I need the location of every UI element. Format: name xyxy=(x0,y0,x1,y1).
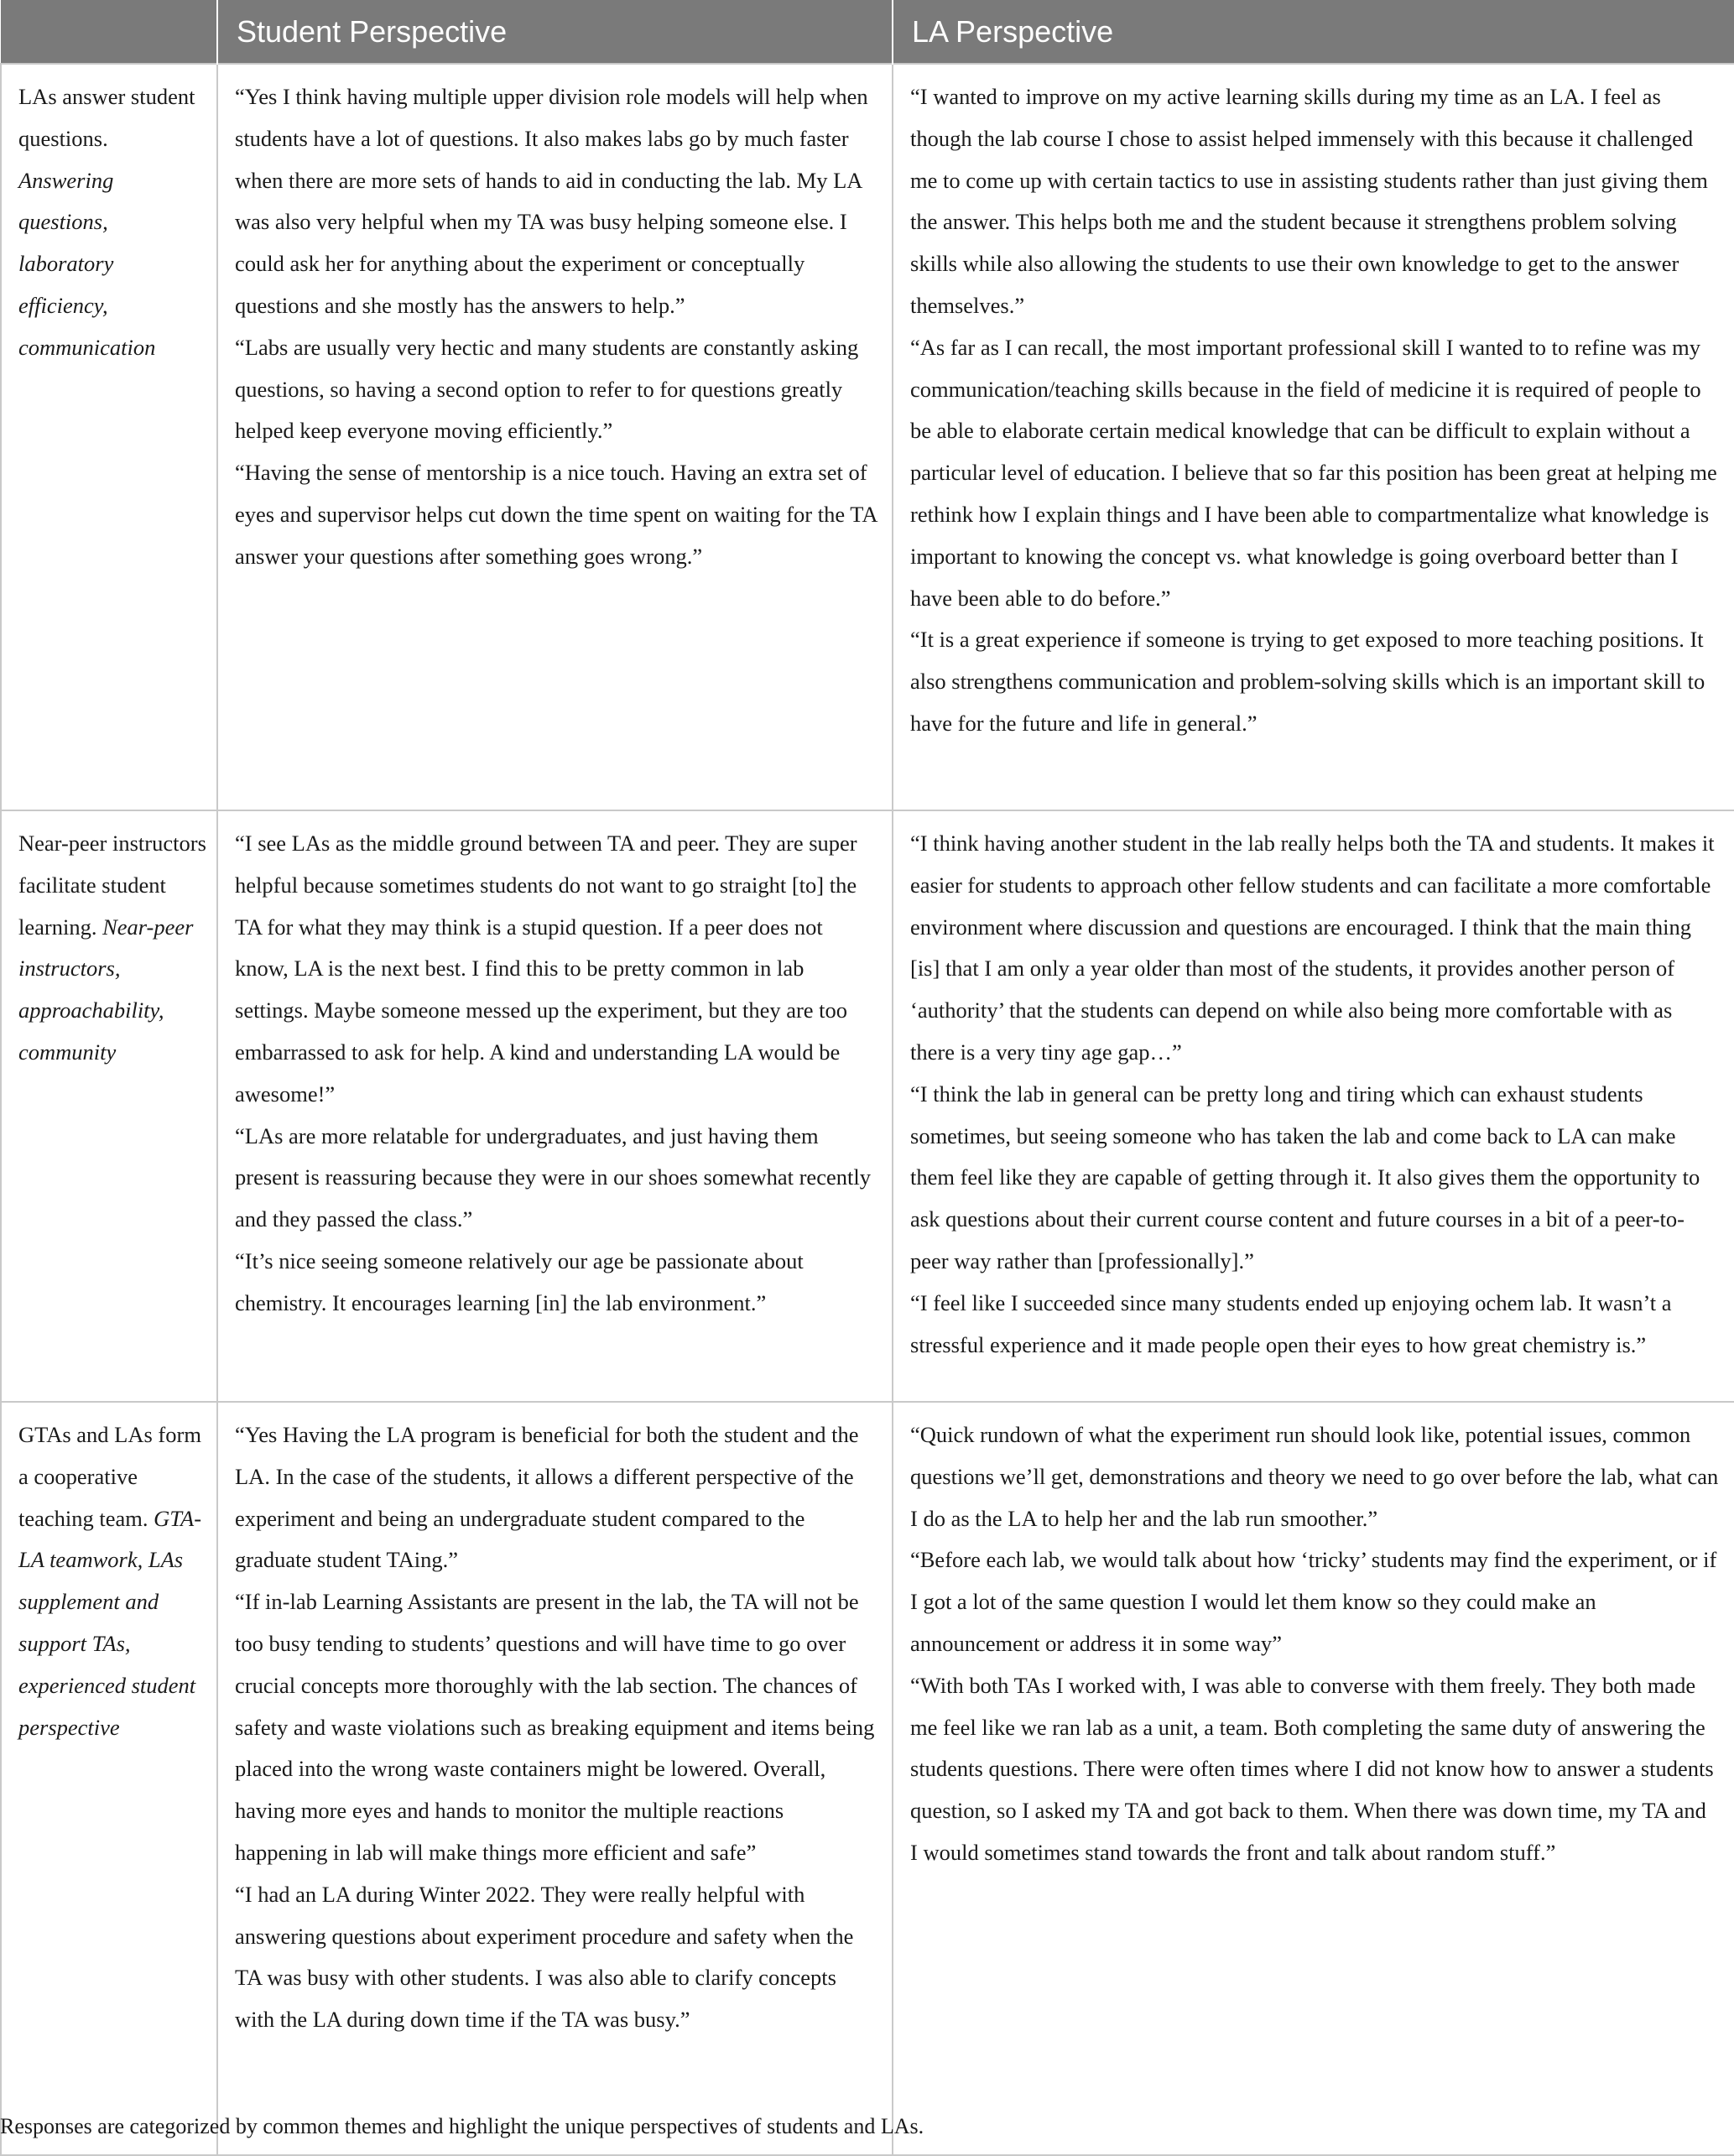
la-quote: “I think the lab in general can be pretty long and tiring which can exhaust students sometimes, but seeing someone who has taken the lab and come back to LA can make them feel like they are capable of getting through it. It also gives them the opportunity to ask questions about their current course content and future courses in a bit of a peer-to-peer way rather than [professionally].” xyxy=(910,1081,1700,1273)
theme-keywords: Answering questions, laboratory efficiency, communication xyxy=(18,167,156,360)
la-quote: “I wanted to improve on my active learning skills during my time as an LA. I feel as though the lab course I chose to assist helped immensely with this because it challenged me to come up with certain tactics to use in assisting students rather than just giving them the answer. This helps both me and the student because it strengthens problem solving skills while also allowing the students to use their own knowledge to get to the answer themselves.” xyxy=(910,84,1708,318)
header-la-perspective: LA Perspective xyxy=(893,0,1734,64)
la-quote: “As far as I can recall, the most important professional skill I wanted to to refine was my communication/teaching skills because in the field of medicine it is required of people to be able to elaborate certain medical knowledge that can be difficult to explain without a particular level of education. I believe that so far this position has been great at helping me rethink how I explain things and I have been able to compartmentalize what knowledge is important to knowing the concept vs. what knowledge is going overboard better than I have been able to do before.” xyxy=(910,334,1717,611)
header-theme xyxy=(1,0,217,64)
table-row xyxy=(1,64,1734,810)
la-quote: “I think having another student in the lab really helps both the TA and students. It makes it easier for students to approach other fellow students and can facilitate a more comfortable environment where discussion and questions are encouraged. I think that the main thing [is] that I am only a year older than most of the students, it provides another person of ‘authority’ that the students can depend on while also being more comfortable with as there is a very tiny age gap…” xyxy=(910,831,1715,1065)
theme-keywords: Near-peer instructors, approachability, community xyxy=(18,914,194,1065)
la-quote: “It is a great experience if someone is trying to get exposed to more teaching positions. It also strengthens communication and problem-solving skills which is an important skill to have for the future and life in general.” xyxy=(910,627,1705,736)
table-row xyxy=(1,1402,1734,2155)
table-header xyxy=(1,0,1734,64)
student-quote: “LAs are more relatable for undergraduates, and just having them present is reassuring because they were in our shoes somewhat recently and they passed the class.” xyxy=(235,1122,871,1232)
student-quote: “I see LAs as the middle ground between TA and peer. They are super helpful because sometimes students do not want to go straight [to] the TA for what they may think is a stupid question. If a peer does not know, LA is the next best. I find this to be pretty common in lab settings. Maybe someone messed up the experiment, but they are too embarrassed to ask for help. A kind and understanding LA would be awesome!” xyxy=(235,831,857,1107)
la-cell xyxy=(893,810,1734,1402)
student-quote: “Labs are usually very hectic and many students are constantly asking questions, so having a second option to refer to for questions greatly helped keep everyone moving efficiently.” xyxy=(235,334,859,444)
la-quote: “I feel like I succeeded since many students ended up enjoying ochem lab. It wasn’t a stressful experience and it made people open their eyes to how great chemistry is.” xyxy=(910,1289,1672,1357)
theme-title: LAs answer student questions. xyxy=(18,84,195,151)
la-quote: “Quick rundown of what the experiment run should look like, potential issues, common questions we’ll get, demonstrations and theory we need to go over before the lab, what can I do as the LA to help her and the lab run smoother.” xyxy=(910,1422,1719,1531)
theme-cell xyxy=(1,64,217,810)
table-footnote: Responses are categorized by common themes and highlight the unique perspectives of students and LAs. xyxy=(0,2114,924,2138)
student-cell xyxy=(217,1402,893,2155)
student-quote: “Having the sense of mentorship is a nice touch. Having an extra set of eyes and supervisor helps cut down the time spent on waiting for the TA answer your questions after something goes wrong.” xyxy=(235,460,877,569)
la-quote: “With both TAs I worked with, I was able to converse with them freely. They both made me feel like we ran lab as a unit, a team. Both completing the same duty of answering the students questions. There were often times where I did not know how to answer a students question, so I asked my TA and got back to them. When there was down time, my TA and I would sometimes stand towards the front and talk about random stuff.” xyxy=(910,1672,1714,1865)
theme-title: GTAs and LAs form a cooperative teaching team. xyxy=(18,1422,201,1531)
student-cell xyxy=(217,64,893,810)
header-student-perspective: Student Perspective xyxy=(217,0,893,64)
student-quote: “I had an LA during Winter 2022. They were really helpful with answering questions about experiment procedure and safety when the TA was busy with other students. I was also able to clarify concepts with the LA during down time if the TA was busy.” xyxy=(235,1881,854,2033)
theme-cell xyxy=(1,810,217,1402)
la-cell xyxy=(893,64,1734,810)
student-quote: “If in-lab Learning Assistants are present in the lab, the TA will not be too busy tending to students’ questions and will have time to go over crucial concepts more thoroughly with the lab section. The chances of safety and waste violations such as breaking equipment and items being placed into the wrong waste containers might be lowered. Overall, having more eyes and hands to monitor the multiple reactions happening in lab will make things more efficient and safe” xyxy=(235,1589,875,1865)
table-row xyxy=(1,810,1734,1402)
student-cell xyxy=(217,810,893,1402)
la-cell xyxy=(893,1402,1734,2155)
student-quote: “It’s nice seeing someone relatively our age be passionate about chemistry. It encourages learning [in] the lab environment.” xyxy=(235,1247,804,1315)
student-quote: “Yes I think having multiple upper division role models will help when students have a lot of questions. It also makes labs go by much faster when there are more sets of hands to aid in conducting the lab. My LA was also very helpful when my TA was busy helping someone else. I could ask her for anything about the experiment or conceptually questions and she mostly has the answers to help.” xyxy=(235,84,868,318)
theme-title: Near-peer instructors facilitate student learning. xyxy=(18,831,206,940)
theme-cell xyxy=(1,1402,217,2155)
student-quote: “Yes Having the LA program is beneficial for both the student and the LA. In the case of the students, it allows a different perspective of the experiment and being an undergraduate student compared to the graduate student TAing.” xyxy=(235,1422,859,1573)
theme-keywords: GTA-LA teamwork, LAs supplement and support TAs, experienced student perspective xyxy=(18,1505,202,1740)
la-quote: “Before each lab, we would talk about how ‘tricky’ students may find the experiment, or if I got a lot of the same question I would let them know so they could make an announcement or address it in some way” xyxy=(910,1547,1717,1656)
